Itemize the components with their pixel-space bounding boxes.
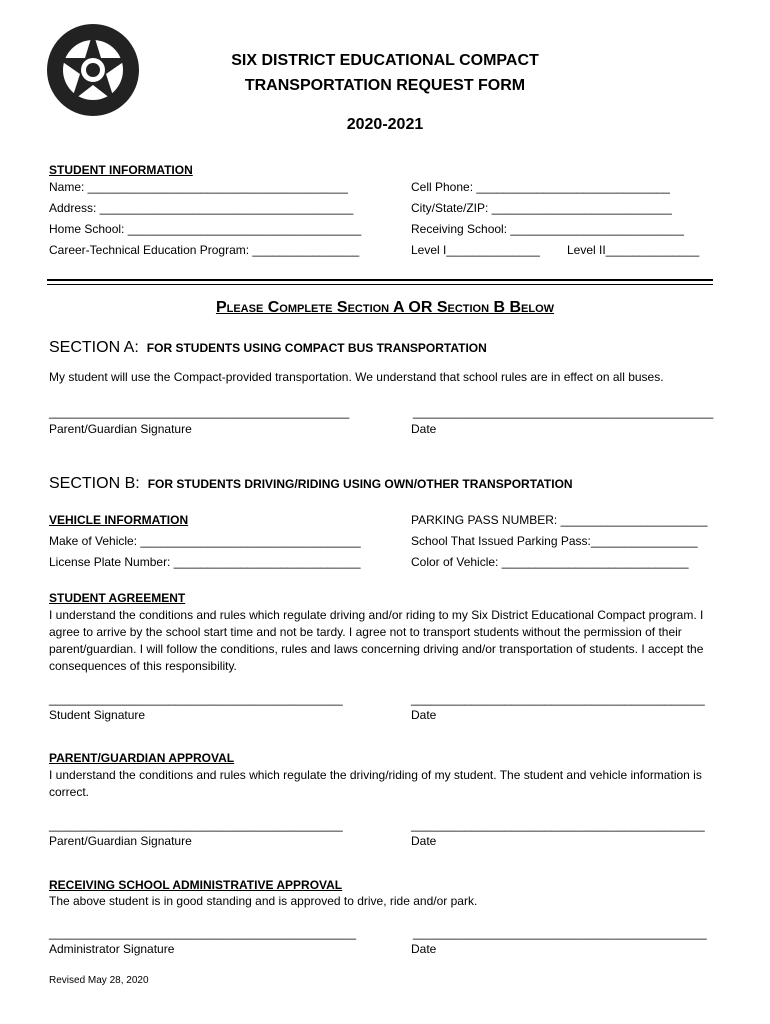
admin-date-line[interactable]: ____________________________________________ — [413, 926, 707, 940]
vehicle-make-field[interactable]: Make of Vehicle: _________________________________ — [49, 534, 361, 548]
admin-approval-text: The above student is in good standing and is approved to drive, ride and/or park. — [49, 894, 478, 908]
section-b-subheading: FOR STUDENTS DRIVING/RIDING USING OWN/OTHER TRANSPORTATION — [147, 477, 573, 491]
parent-date-label: Date — [411, 834, 437, 848]
divider-bottom — [47, 284, 713, 285]
admin-signature-line[interactable]: ______________________________________________ — [49, 926, 356, 940]
admin-signature-label: Administrator Signature — [49, 942, 175, 956]
cell-phone-field[interactable]: Cell Phone: _____________________________ — [411, 180, 670, 194]
city-state-zip-field[interactable]: City/State/ZIP: ___________________________ — [411, 201, 672, 215]
issuing-school-field[interactable]: School That Issued Parking Pass:________________ — [411, 534, 698, 548]
student-agreement-heading: STUDENT AGREEMENT — [49, 591, 186, 605]
address-field[interactable]: Address: ______________________________________ — [49, 201, 354, 215]
receiving-school-field[interactable]: Receiving School: __________________________ — [411, 222, 684, 236]
revised-date: Revised May 28, 2020 — [49, 975, 149, 986]
home-school-field[interactable]: Home School: ___________________________________ — [49, 222, 362, 236]
level2-field[interactable]: Level II______________ — [567, 243, 700, 257]
form-title-line1: SIX DISTRICT EDUCATIONAL COMPACT — [231, 52, 539, 69]
cte-program-field[interactable]: Career-Technical Education Program: ________________ — [49, 243, 360, 257]
admin-date-label: Date — [411, 942, 437, 956]
form-year: 2020-2021 — [346, 116, 424, 133]
instruction-heading: Please Complete Section A OR Section B Below — [215, 299, 555, 316]
parent-date-line[interactable]: ____________________________________________ — [411, 818, 705, 832]
parent-signature-line[interactable]: ____________________________________________ — [49, 818, 343, 832]
section-a-signature-line[interactable]: _____________________________________________ — [49, 405, 350, 419]
admin-approval-heading: RECEIVING SCHOOL ADMINISTRATIVE APPROVAL — [49, 878, 343, 892]
student-signature-line[interactable]: ____________________________________________ — [49, 692, 343, 706]
student-date-line[interactable]: ____________________________________________ — [411, 692, 705, 706]
parent-signature-label: Parent/Guardian Signature — [49, 834, 192, 848]
student-signature-label: Student Signature — [49, 708, 146, 722]
divider-top — [47, 279, 713, 281]
parking-pass-field[interactable]: PARKING PASS NUMBER: ______________________ — [411, 513, 708, 527]
section-a-subheading: FOR STUDENTS USING COMPACT BUS TRANSPORTATION — [146, 341, 487, 355]
compact-logo-icon — [43, 20, 143, 120]
section-a-heading: SECTION A: — [49, 339, 139, 356]
student-date-label: Date — [411, 708, 437, 722]
section-b-heading-row — [49, 475, 573, 493]
section-a-signature-label: Parent/Guardian Signature — [49, 422, 192, 436]
name-field[interactable]: Name: _______________________________________ — [49, 180, 348, 194]
section-a-text: My student will use the Compact-provided transportation. We understand that school rules are in effect on all buses. — [49, 370, 664, 384]
parent-approval-heading: PARENT/GUARDIAN APPROVAL — [49, 751, 235, 765]
student-agreement-text: I understand the conditions and rules which regulate driving and/or riding to my Six District Educational Compact program. I agree to arrive by the school start time and not be tardy. I agree not to transport students without the permission of their parent/guardian. I will follow the conditions, rules and laws concerning driving and/or transportation of students. I accept the consequences of this responsibility. — [49, 608, 704, 673]
level1-field[interactable]: Level I______________ — [411, 243, 540, 257]
parent-approval-text: I understand the conditions and rules which regulate the driving/riding of my student. The student and vehicle information is correct. — [49, 768, 702, 799]
form-title-line2: TRANSPORTATION REQUEST FORM — [244, 77, 526, 94]
vehicle-info-heading: VEHICLE INFORMATION — [49, 513, 189, 527]
section-b-heading: SECTION B: — [49, 475, 140, 492]
section-a-heading-row — [49, 339, 487, 357]
vehicle-color-field[interactable]: Color of Vehicle: ____________________________ — [411, 555, 689, 569]
license-plate-field[interactable]: License Plate Number: ____________________________ — [49, 555, 361, 569]
student-info-heading: STUDENT INFORMATION — [49, 163, 193, 177]
section-a-date-line[interactable]: _____________________________________________ — [413, 405, 714, 419]
section-a-date-label: Date — [411, 422, 437, 436]
